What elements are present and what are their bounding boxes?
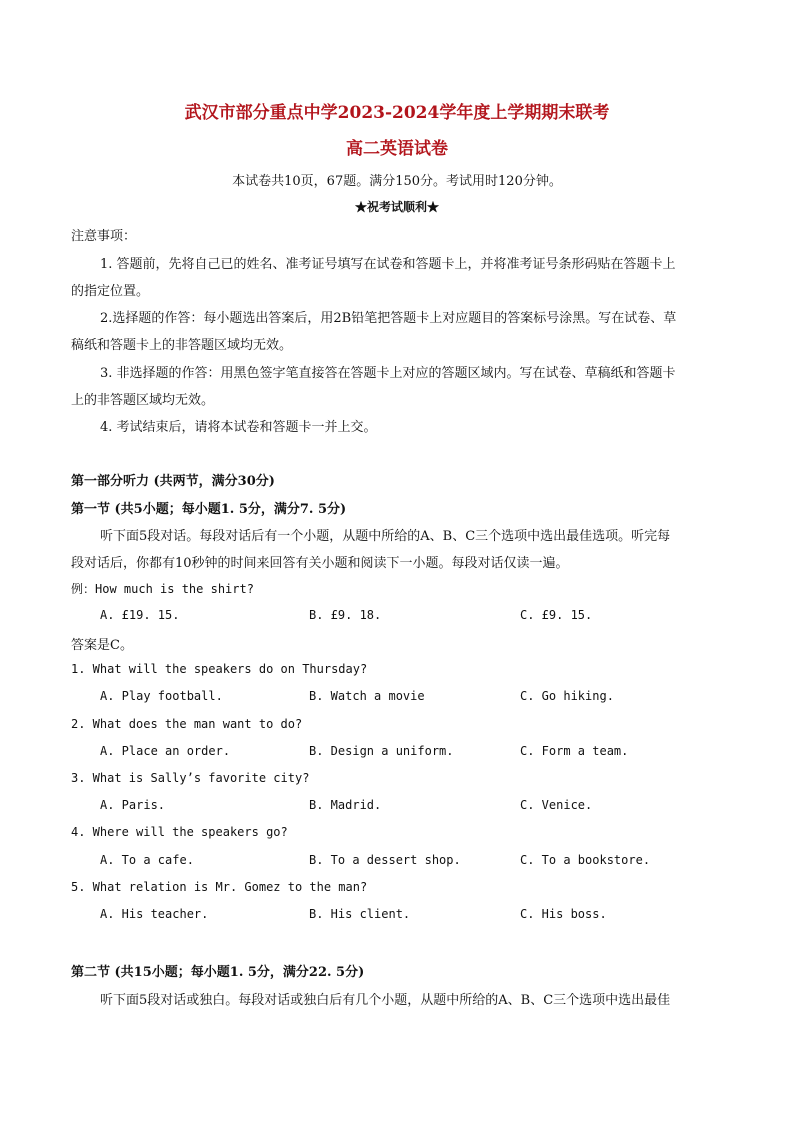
question-1-option-a: A. Play football. [100, 689, 223, 703]
question-3-option-a: A. Paris. [100, 798, 166, 812]
instruction-line: 段对话后，你都有10秒钟的时间来回答有关小题和阅读下一小题。每段对话仅读一遍。 [71, 556, 569, 571]
example-question: 例：How much is the shirt? [71, 582, 254, 596]
question-3-option-b: B. Madrid. [309, 798, 382, 812]
question-5-option-c: C. His boss. [520, 907, 607, 921]
question-4-option-a: A. To a cafe. [100, 853, 194, 867]
note-line: 1. 答题前，先将自己已的姓名、准考证号填写在试卷和答题卡上，并将准考证号条形码贴在答题卡上 [100, 257, 676, 272]
question-4-option-b: B. To a dessert shop. [309, 853, 461, 867]
example-option-a: A. £19. 15. [100, 608, 180, 622]
note-line: 4. 考试结束后，请将本试卷和答题卡一并上交。 [100, 420, 377, 435]
exam-wish: ★祝考试顺利★ [354, 200, 439, 214]
question-1: 1. What will the speakers do on Thursday? [71, 662, 368, 676]
section1-heading: 第一节 (共5小题；每小题1. 5分，满分7. 5分) [71, 502, 347, 517]
question-1-option-c: C. Go hiking. [520, 689, 614, 703]
note-line: 稿纸和答题卡上的非答题区域均无效。 [71, 338, 293, 353]
section2-instruction: 听下面5段对话或独白。每段对话或独白后有几个小题，从题中所给的A、B、C三个选项中选出最佳 [100, 993, 671, 1008]
notes-heading: 注意事项： [71, 229, 137, 244]
note-line: 上的非答题区域均无效。 [71, 393, 215, 408]
note-line: 的指定位置。 [71, 284, 150, 299]
exam-title: 武汉市部分重点中学2023-2024学年度上学期期末联考 [184, 103, 610, 123]
note-line: 2.选择题的作答：每小题选出答案后，用2B铅笔把答题卡上对应题目的答案标号涂黑。写在试卷、草 [100, 311, 677, 326]
question-5: 5. What relation is Mr. Gomez to the man? [71, 880, 368, 894]
example-option-b: B. £9. 18. [309, 608, 382, 622]
question-5-option-a: A. His teacher. [100, 907, 209, 921]
question-2-option-c: C. Form a team. [520, 744, 629, 758]
question-5-option-b: B. His client. [309, 907, 411, 921]
section2-heading: 第二节 (共15小题；每小题1. 5分，满分22. 5分) [71, 965, 365, 980]
question-3: 3. What is Sally’s favorite city? [71, 771, 310, 785]
part1-heading: 第一部分听力 (共两节，满分30分) [71, 474, 275, 489]
instruction-line: 听下面5段对话。每段对话后有一个小题，从题中所给的A、B、C三个选项中选出最佳选项。听完每 [100, 529, 671, 544]
question-4-option-c: C. To a bookstore. [520, 853, 651, 867]
example-option-c: C. £9. 15. [520, 608, 593, 622]
question-2-option-a: A. Place an order. [100, 744, 231, 758]
note-line: 3. 非选择题的作答：用黑色签字笔直接答在答题卡上对应的答题区域内。写在试卷、草稿纸和答题卡 [100, 366, 676, 381]
example-answer: 答案是C。 [71, 638, 133, 653]
exam-subtitle: 高二英语试卷 [346, 139, 448, 159]
question-2: 2. What does the man want to do? [71, 717, 303, 731]
question-2-option-b: B. Design a uniform. [309, 744, 454, 758]
exam-info: 本试卷共10页，67题。满分150分。考试用时120分钟。 [232, 174, 562, 189]
question-4: 4. Where will the speakers go? [71, 825, 288, 839]
question-1-option-b: B. Watch a movie [309, 689, 425, 703]
question-3-option-c: C. Venice. [520, 798, 593, 812]
